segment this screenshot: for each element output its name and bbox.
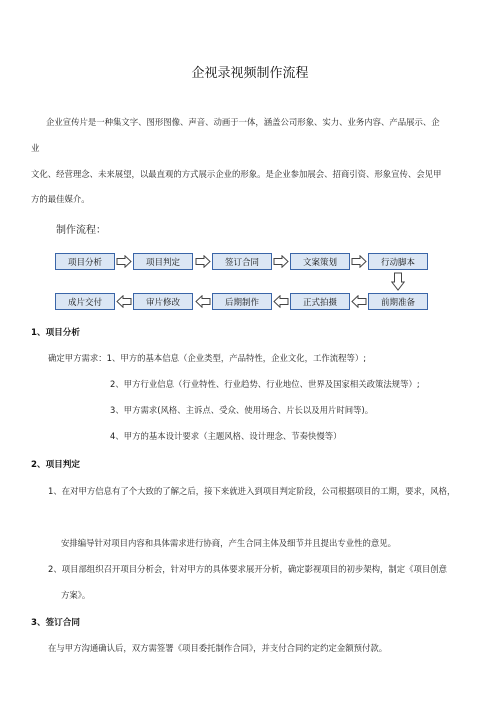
section1-line-4: 4、甲方的基本设计要求（主题风格、设计理念、节奏快慢等） [110,431,342,441]
flow-step-copy-planning: 文案策划 [290,253,350,270]
intro-line-3: 文化、经营理念、未来展望，以最直观的方式展示企业的形象。是企业参加展会、招商引资、形象宣传、会见甲 [31,169,442,179]
section-heading-sign-contract: 3、签订合同 [31,618,80,628]
flow-label: 制作流程： [56,225,106,236]
section-heading-project-judgment: 2、项目判定 [31,460,80,470]
section-heading-project-analysis: 1、项目分析 [31,328,80,338]
flow-step-project-judgment: 项目判定 [133,253,193,270]
flow-step-project-analysis: 项目分析 [55,253,115,270]
arrow-down-icon [391,272,405,291]
arrow-left-icon [273,295,289,308]
flow-step-shooting: 正式拍摄 [290,293,350,310]
flow-step-review: 审片修改 [133,293,193,310]
flow-step-sign-contract: 签订合同 [212,253,272,270]
arrow-left-icon [195,295,211,308]
section2-line-1: 1、在对甲方信息有了个大致的了解之后，接下来就进入到项目判定阶段，公司根据项目的工期，要求，风格， [48,486,456,496]
section2-line-4: 方案》。 [61,590,91,600]
section2-line-3: 2、项目部组织召开项目分析会，针对甲方的具体要求展开分析，确定影视项目的初步架构，制定《项目创意 [48,564,447,574]
intro-line-4: 方的最佳媒介。 [31,194,90,204]
arrow-right-icon [351,255,367,268]
intro-line-2: 业 [31,143,40,153]
section3-line-1: 在与甲方沟通确认后，双方需签署《项目委托制作合同》，并支付合同约定约定金额预付款。 [48,643,388,653]
section1-line-2: 2、甲方行业信息（行业特性、行业趋势、行业地位、世界及国家相关政策法规等）; [110,379,420,389]
flow-step-post-production: 后期制作 [212,293,272,310]
page-title: 企视录视频制作流程 [191,66,309,81]
arrow-left-icon [116,295,132,308]
section1-line-3: 3、甲方需求(风格、主诉点、受众、使用场合、片长以及用片时间等)。 [110,405,374,415]
arrow-right-icon [116,255,132,268]
flow-step-delivery: 成片交付 [55,293,115,310]
arrow-left-icon [351,295,367,308]
section1-line-1: 确定甲方需求：1、甲方的基本信息（企业类型，产品特性，企业文化，工作流程等）; [48,353,367,363]
section2-line-2: 安排编导针对项目内容和具体需求进行协商，产生合同主体及细节并且提出专业性的意见。 [61,538,396,548]
arrow-right-icon [195,255,211,268]
arrow-right-icon [273,255,289,268]
intro-line-1: 企业宣传片是一种集文字、图形图像、声音、动画于一体，涵盖公司形象、实力、业务内容、产品展示、企 [46,117,440,127]
flow-step-action-script: 行动脚本 [368,253,428,270]
flow-step-preparation: 前期准备 [368,293,428,310]
